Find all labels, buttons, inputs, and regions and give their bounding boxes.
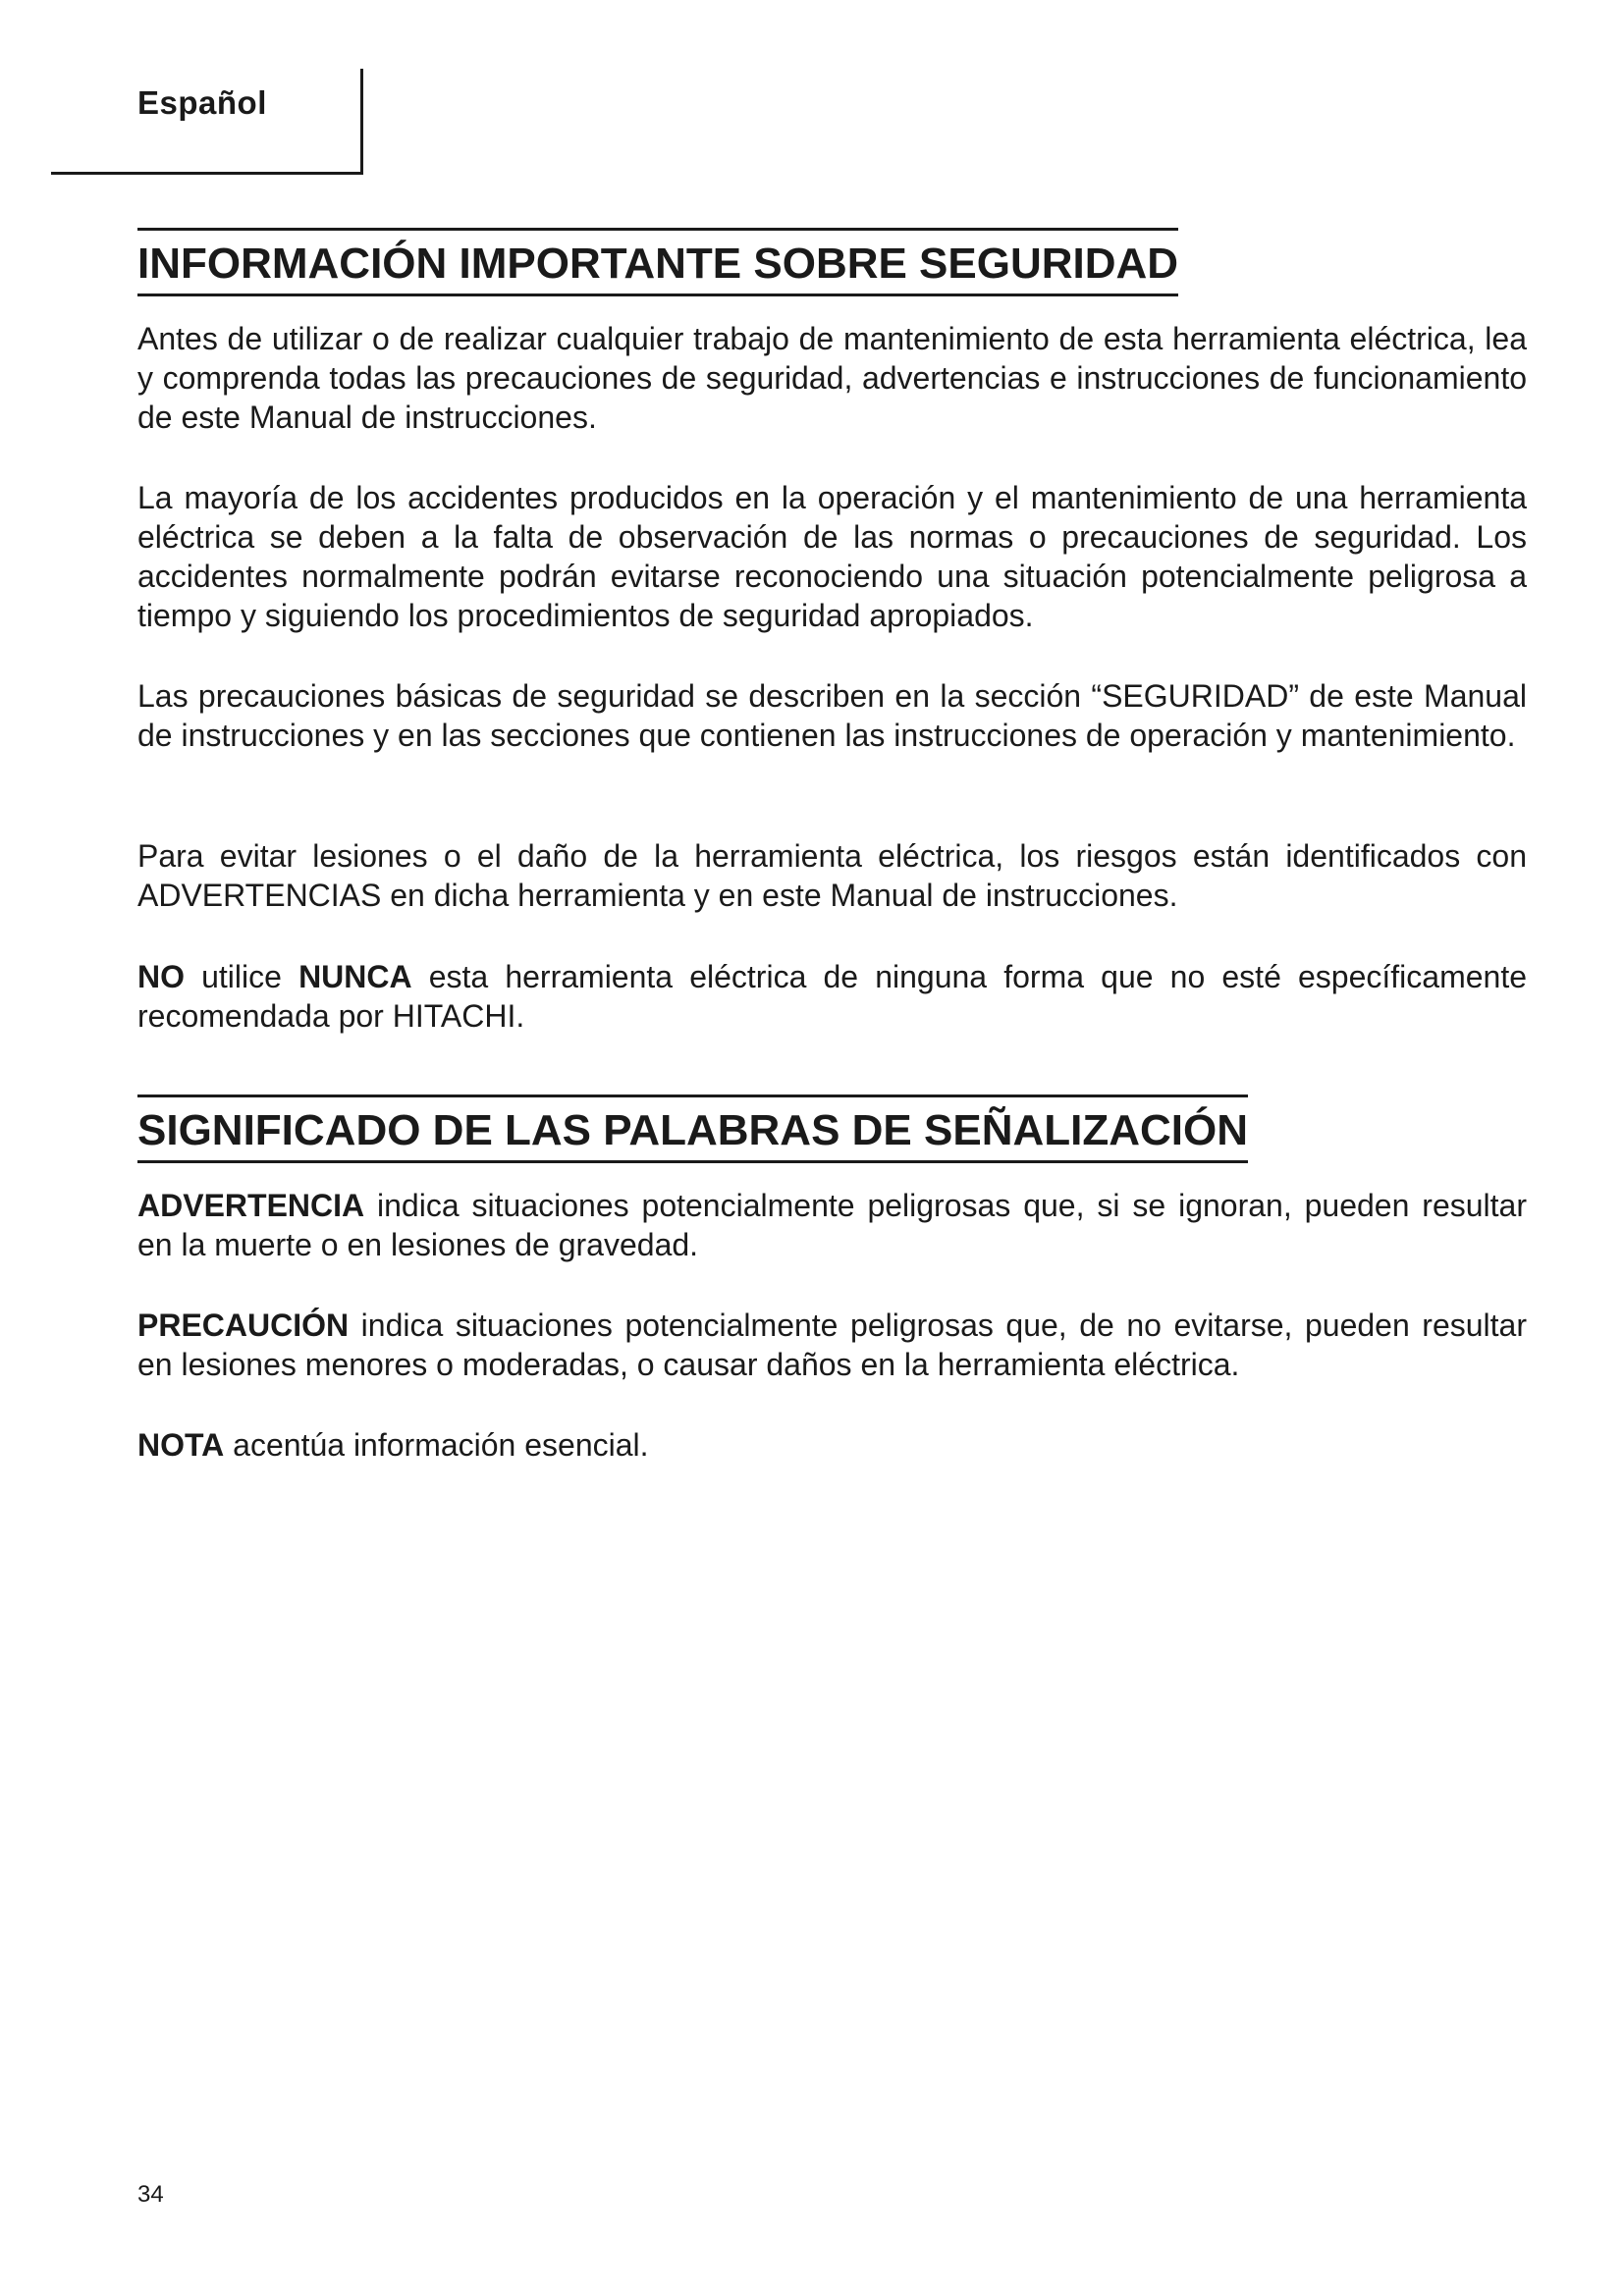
signal-term-note: NOTA	[137, 1427, 225, 1463]
no-emphasis: NO	[137, 959, 185, 994]
signal-term-warning: ADVERTENCIA	[137, 1188, 365, 1223]
signal-word-caution: PRECAUCIÓN indica situaciones potencialmente peligrosas que, de no evitarse, pueden resultar en lesiones menores o moderadas, o causar daños en la herramienta eléctrica.	[137, 1308, 1527, 1382]
language-tab	[51, 69, 363, 175]
safety-info-heading: INFORMACIÓN IMPORTANTE SOBRE SEGURIDAD	[137, 228, 1178, 296]
safety-paragraph-2: La mayoría de los accidentes producidos en la operación y el mantenimiento de una herramienta eléctrica se deben a la falta de observación de las normas o precauciones de seguridad. Los accidentes normalmente podrán evitarse reconociendo una situación potencialmente peligrosa a tiempo y siguiendo los procedimientos de seguridad apropiados.	[137, 480, 1527, 633]
safety-paragraph-3: Las precauciones básicas de seguridad se describen en la sección “SEGURIDAD” de este Manual de instrucciones y en las secciones que contienen las instrucciones de operación y mantenimiento.	[137, 678, 1527, 753]
signal-word-note: NOTA acentúa información esencial.	[137, 1427, 649, 1463]
signal-word-warning: ADVERTENCIA indica situaciones potencialmente peligrosas que, si se ignoran, pueden resultar en la muerte o en lesiones de gravedad.	[137, 1188, 1527, 1262]
signal-term-caution: PRECAUCIÓN	[137, 1308, 350, 1343]
page-number: 34	[137, 2181, 164, 2208]
safety-paragraph-5: NO utilice NUNCA esta herramienta eléctrica de ninguna forma que no esté específicamente recomendada por HITACHI.	[137, 959, 1528, 1034]
safety-paragraph-4: Para evitar lesiones o el daño de la herramienta eléctrica, los riesgos están identificados con ADVERTENCIAS en dicha herramienta y en este Manual de instrucciones.	[137, 838, 1527, 913]
nunca-emphasis: NUNCA	[298, 959, 412, 994]
safety-paragraph-1: Antes de utilizar o de realizar cualquier trabajo de mantenimiento de esta herramienta eléctrica, lea y comprenda todas las precauciones de seguridad, advertencias e instrucciones de funcionamiento de este Manual de instrucciones.	[137, 321, 1527, 435]
signal-words-heading: SIGNIFICADO DE LAS PALABRAS DE SEÑALIZACIÓN	[137, 1095, 1248, 1163]
language-label: Español	[137, 84, 267, 121]
